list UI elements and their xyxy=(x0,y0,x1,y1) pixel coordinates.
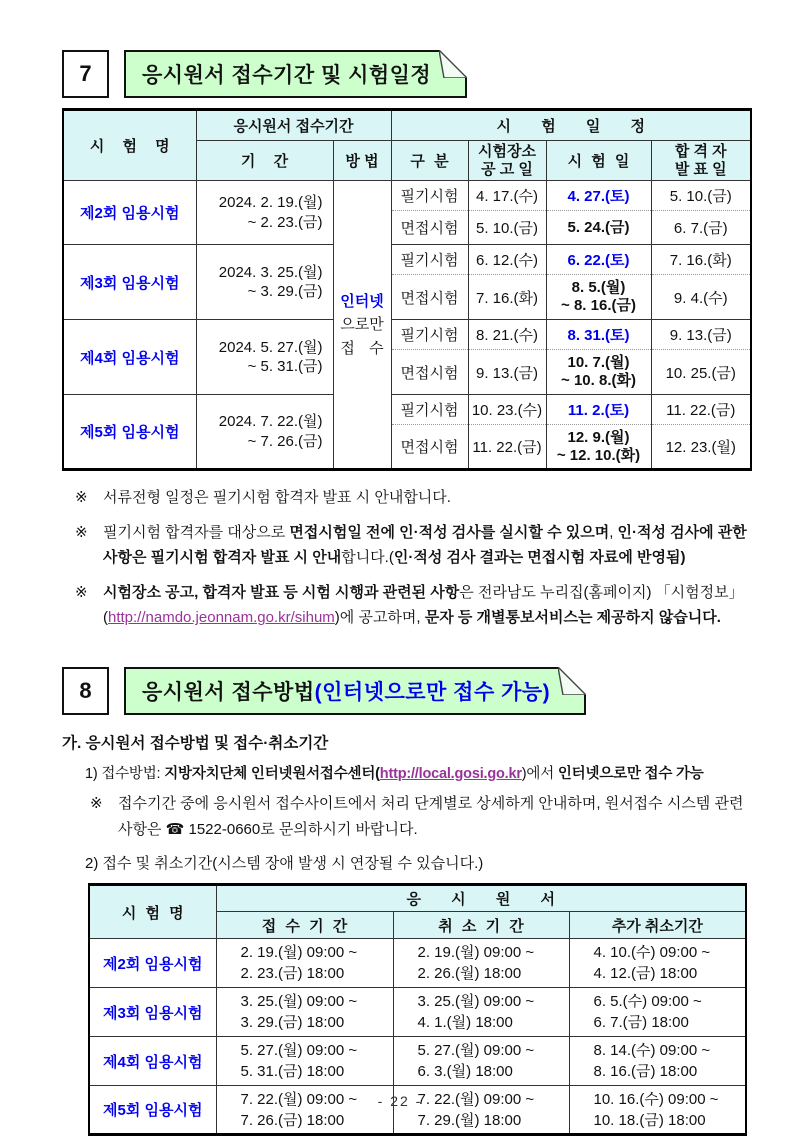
col-group-schedule: 시 험 일 정 xyxy=(391,110,751,141)
item2-cancel-period-title: 2) 접수 및 취소기간(시스템 장애 발생 시 연장될 수 있습니다.) xyxy=(85,855,484,873)
cell-extra-cancel-period: 4. 10.(수) 09:00 ~ 4. 12.(금) 18:00 xyxy=(569,939,746,988)
cell-exam-name: 제5회 임용시험 xyxy=(89,1086,216,1135)
note-text: 시험장소 공고, 합격자 발표 등 시험 시행과 관련된 사항은 전라남도 누리집(홈페이지) 「시험정보」(http://namdo.jeonnam.go.kr/sihum)에 공고하며, 문자 등 개별통보서비스는 제공하지 않습니다. xyxy=(103,583,744,627)
item1-reception-method: 1) 접수방법: 지방자치단체 인터넷원서접수센터(http://local.gosi.go.kr)에서 인터넷으로만 접수 가능 xyxy=(85,765,704,782)
section7-banner xyxy=(124,50,467,98)
cell-cancel-period: 5. 27.(월) 09:00 ~ 6. 3.(월) 18:00 xyxy=(393,1037,569,1086)
note-announcement-site xyxy=(75,580,750,631)
cell-reception-period: 3. 25.(월) 09:00 ~ 3. 29.(금) 18:00 xyxy=(216,988,393,1037)
cell-extra-cancel-period: 6. 5.(수) 09:00 ~ 6. 7.(금) 18:00 xyxy=(569,988,746,1037)
cell-category: 면접시험 xyxy=(391,350,468,395)
note-aptitude-test xyxy=(75,520,750,571)
page-number: - 22 - xyxy=(377,1093,423,1109)
col-header-period: 기 간 xyxy=(196,141,333,181)
namdo-sihum-link[interactable]: http://namdo.jeonnam.go.kr/sihum xyxy=(108,609,335,627)
cell-reception-period: 7. 22.(월) 09:00 ~ 7. 26.(금) 18:00 xyxy=(216,1086,393,1135)
cell-category: 면접시험 xyxy=(391,275,468,320)
cell-exam-date: 6. 22.(토) xyxy=(546,245,651,275)
section7-number: 7 xyxy=(79,61,92,86)
col-header-method: 방 법 xyxy=(333,141,391,181)
cell-category: 면접시험 xyxy=(391,425,468,470)
section8-title: 응시원서 접수방법 xyxy=(142,680,315,704)
cell-period: 2024. 7. 22.(월) ~ 7. 26.(금) xyxy=(196,395,333,470)
cell-exam-date: 10. 7.(월) ~ 10. 8.(화) xyxy=(546,350,651,395)
cell-category: 필기시험 xyxy=(391,395,468,425)
cell-cancel-period: 7. 22.(월) 09:00 ~ 7. 29.(월) 18:00 xyxy=(393,1086,569,1135)
reference-mark: ※ xyxy=(75,489,88,507)
cell-exam-name: 제3회 임용시험 xyxy=(89,988,216,1037)
folded-corner-icon xyxy=(558,667,586,695)
cell-period: 2024. 5. 27.(월) ~ 5. 31.(금) xyxy=(196,320,333,395)
reference-mark: ※ xyxy=(75,583,88,601)
note-document-screening xyxy=(75,485,750,511)
table-row xyxy=(89,1037,746,1086)
cell-category: 필기시험 xyxy=(391,320,468,350)
cell-venue-notice: 5. 10.(금) xyxy=(468,211,546,245)
col-header-venue-notice: 시험장소 공 고 일 xyxy=(468,141,546,181)
cell-pass-announce: 5. 10.(금) xyxy=(651,181,751,211)
col-header-exam-name: 시 험 명 xyxy=(89,885,216,939)
folded-corner-icon xyxy=(439,50,467,78)
note-text: 접수기간 중에 응시원서 접수사이트에서 처리 단계별로 상세하게 안내하며, 원서접수 시스템 관련사항은 ☎ 1522-0660로 문의하시기 바랍니다. xyxy=(118,795,744,838)
cell-exam-name: 제2회 임용시험 xyxy=(89,939,216,988)
cell-period: 2024. 2. 19.(월) ~ 2. 23.(금) xyxy=(196,181,333,245)
section8-number-box xyxy=(62,667,109,715)
col-header-cancel-period: 취 소 기 간 xyxy=(393,912,569,939)
cell-pass-announce: 9. 4.(수) xyxy=(651,275,751,320)
section8-header xyxy=(62,667,750,715)
note-text: 필기시험 합격자를 대상으로 면접시험일 전에 인·적성 검사를 실시할 수 있으며, 인·적성 검사에 관한 사항은 필기시험 합격자 발표 시 안내합니다.(인·적성 검사 결과는 면접시험 자료에 반영됨) xyxy=(103,523,747,567)
cell-venue-notice: 9. 13.(금) xyxy=(468,350,546,395)
subsection-ga-title: 가. 응시원서 접수방법 및 접수·취소기간 xyxy=(62,734,329,752)
cell-category: 필기시험 xyxy=(391,245,468,275)
cell-exam-name: 제4회 임용시험 xyxy=(89,1037,216,1086)
cell-category: 필기시험 xyxy=(391,181,468,211)
cell-pass-announce: 7. 16.(화) xyxy=(651,245,751,275)
col-header-category: 구 분 xyxy=(391,141,468,181)
cell-cancel-period: 2. 19.(월) 09:00 ~ 2. 26.(월) 18:00 xyxy=(393,939,569,988)
reference-mark: ※ xyxy=(90,795,103,813)
table-row xyxy=(89,939,746,988)
table-row-written xyxy=(63,181,751,211)
note-text: 서류전형 일정은 필기시험 합격자 발표 시 안내합니다. xyxy=(103,489,451,507)
table-row xyxy=(89,988,746,1037)
cell-period: 2024. 3. 25.(월) ~ 3. 29.(금) xyxy=(196,245,333,320)
col-header-reception-period: 접 수 기 간 xyxy=(216,912,393,939)
cell-pass-announce: 10. 25.(금) xyxy=(651,350,751,395)
cell-exam-date: 5. 24.(금) xyxy=(546,211,651,245)
cell-exam-name: 제2회 임용시험 xyxy=(63,181,196,245)
col-group-application: 응시원서 접수기간 xyxy=(196,110,391,141)
exam-schedule-table xyxy=(62,108,752,471)
cell-pass-announce: 11. 22.(금) xyxy=(651,395,751,425)
col-header-exam-name: 시 험 명 xyxy=(63,110,196,181)
cell-extra-cancel-period: 10. 16.(수) 09:00 ~ 10. 18.(금) 18:00 xyxy=(569,1086,746,1135)
section7-number-box xyxy=(62,50,109,98)
local-gosi-link[interactable]: http://local.gosi.go.kr xyxy=(379,765,522,782)
cell-category: 면접시험 xyxy=(391,211,468,245)
cell-exam-name: 제3회 임용시험 xyxy=(63,245,196,320)
table-row-written xyxy=(63,320,751,350)
cell-venue-notice: 10. 23.(수) xyxy=(468,395,546,425)
cell-pass-announce: 12. 23.(월) xyxy=(651,425,751,470)
col-group-application-form: 응 시 원 서 xyxy=(216,885,746,912)
section8-banner xyxy=(124,667,586,715)
cell-venue-notice: 6. 12.(수) xyxy=(468,245,546,275)
section7-title: 응시원서 접수기간 및 시험일정 xyxy=(142,64,432,87)
cell-method: 인터넷 으로만 접 수 xyxy=(333,181,391,470)
cell-pass-announce: 6. 7.(금) xyxy=(651,211,751,245)
cell-exam-name: 제4회 임용시험 xyxy=(63,320,196,395)
section7-header xyxy=(62,50,750,98)
col-header-exam-date: 시 험 일 xyxy=(546,141,651,181)
cell-exam-date: 11. 2.(토) xyxy=(546,395,651,425)
cell-reception-period: 5. 27.(월) 09:00 ~ 5. 31.(금) 18:00 xyxy=(216,1037,393,1086)
cell-exam-date: 4. 27.(토) xyxy=(546,181,651,211)
note-reception-help xyxy=(90,791,750,842)
reference-mark: ※ xyxy=(75,523,88,541)
col-header-pass-announce: 합 격 자 발 표 일 xyxy=(651,141,751,181)
section7-notes xyxy=(75,485,750,631)
cell-cancel-period: 3. 25.(월) 09:00 ~ 4. 1.(월) 18:00 xyxy=(393,988,569,1037)
cell-exam-date: 8. 31.(토) xyxy=(546,320,651,350)
cell-exam-name: 제5회 임용시험 xyxy=(63,395,196,470)
cell-venue-notice: 11. 22.(금) xyxy=(468,425,546,470)
table-row-written xyxy=(63,245,751,275)
cell-extra-cancel-period: 8. 14.(수) 09:00 ~ 8. 16.(금) 18:00 xyxy=(569,1037,746,1086)
cell-reception-period: 2. 19.(월) 09:00 ~ 2. 23.(금) 18:00 xyxy=(216,939,393,988)
cell-pass-announce: 9. 13.(금) xyxy=(651,320,751,350)
col-header-extra-cancel-period: 추가 취소기간 xyxy=(569,912,746,939)
table-row-written xyxy=(63,395,751,425)
section8-number: 8 xyxy=(79,677,92,703)
cell-venue-notice: 4. 17.(수) xyxy=(468,181,546,211)
cell-venue-notice: 7. 16.(화) xyxy=(468,275,546,320)
cell-exam-date: 12. 9.(월) ~ 12. 10.(화) xyxy=(546,425,651,470)
cell-venue-notice: 8. 21.(수) xyxy=(468,320,546,350)
cell-exam-date: 8. 5.(월) ~ 8. 16.(금) xyxy=(546,275,651,320)
section8-title-highlight: (인터넷으로만 접수 가능) xyxy=(314,680,551,704)
